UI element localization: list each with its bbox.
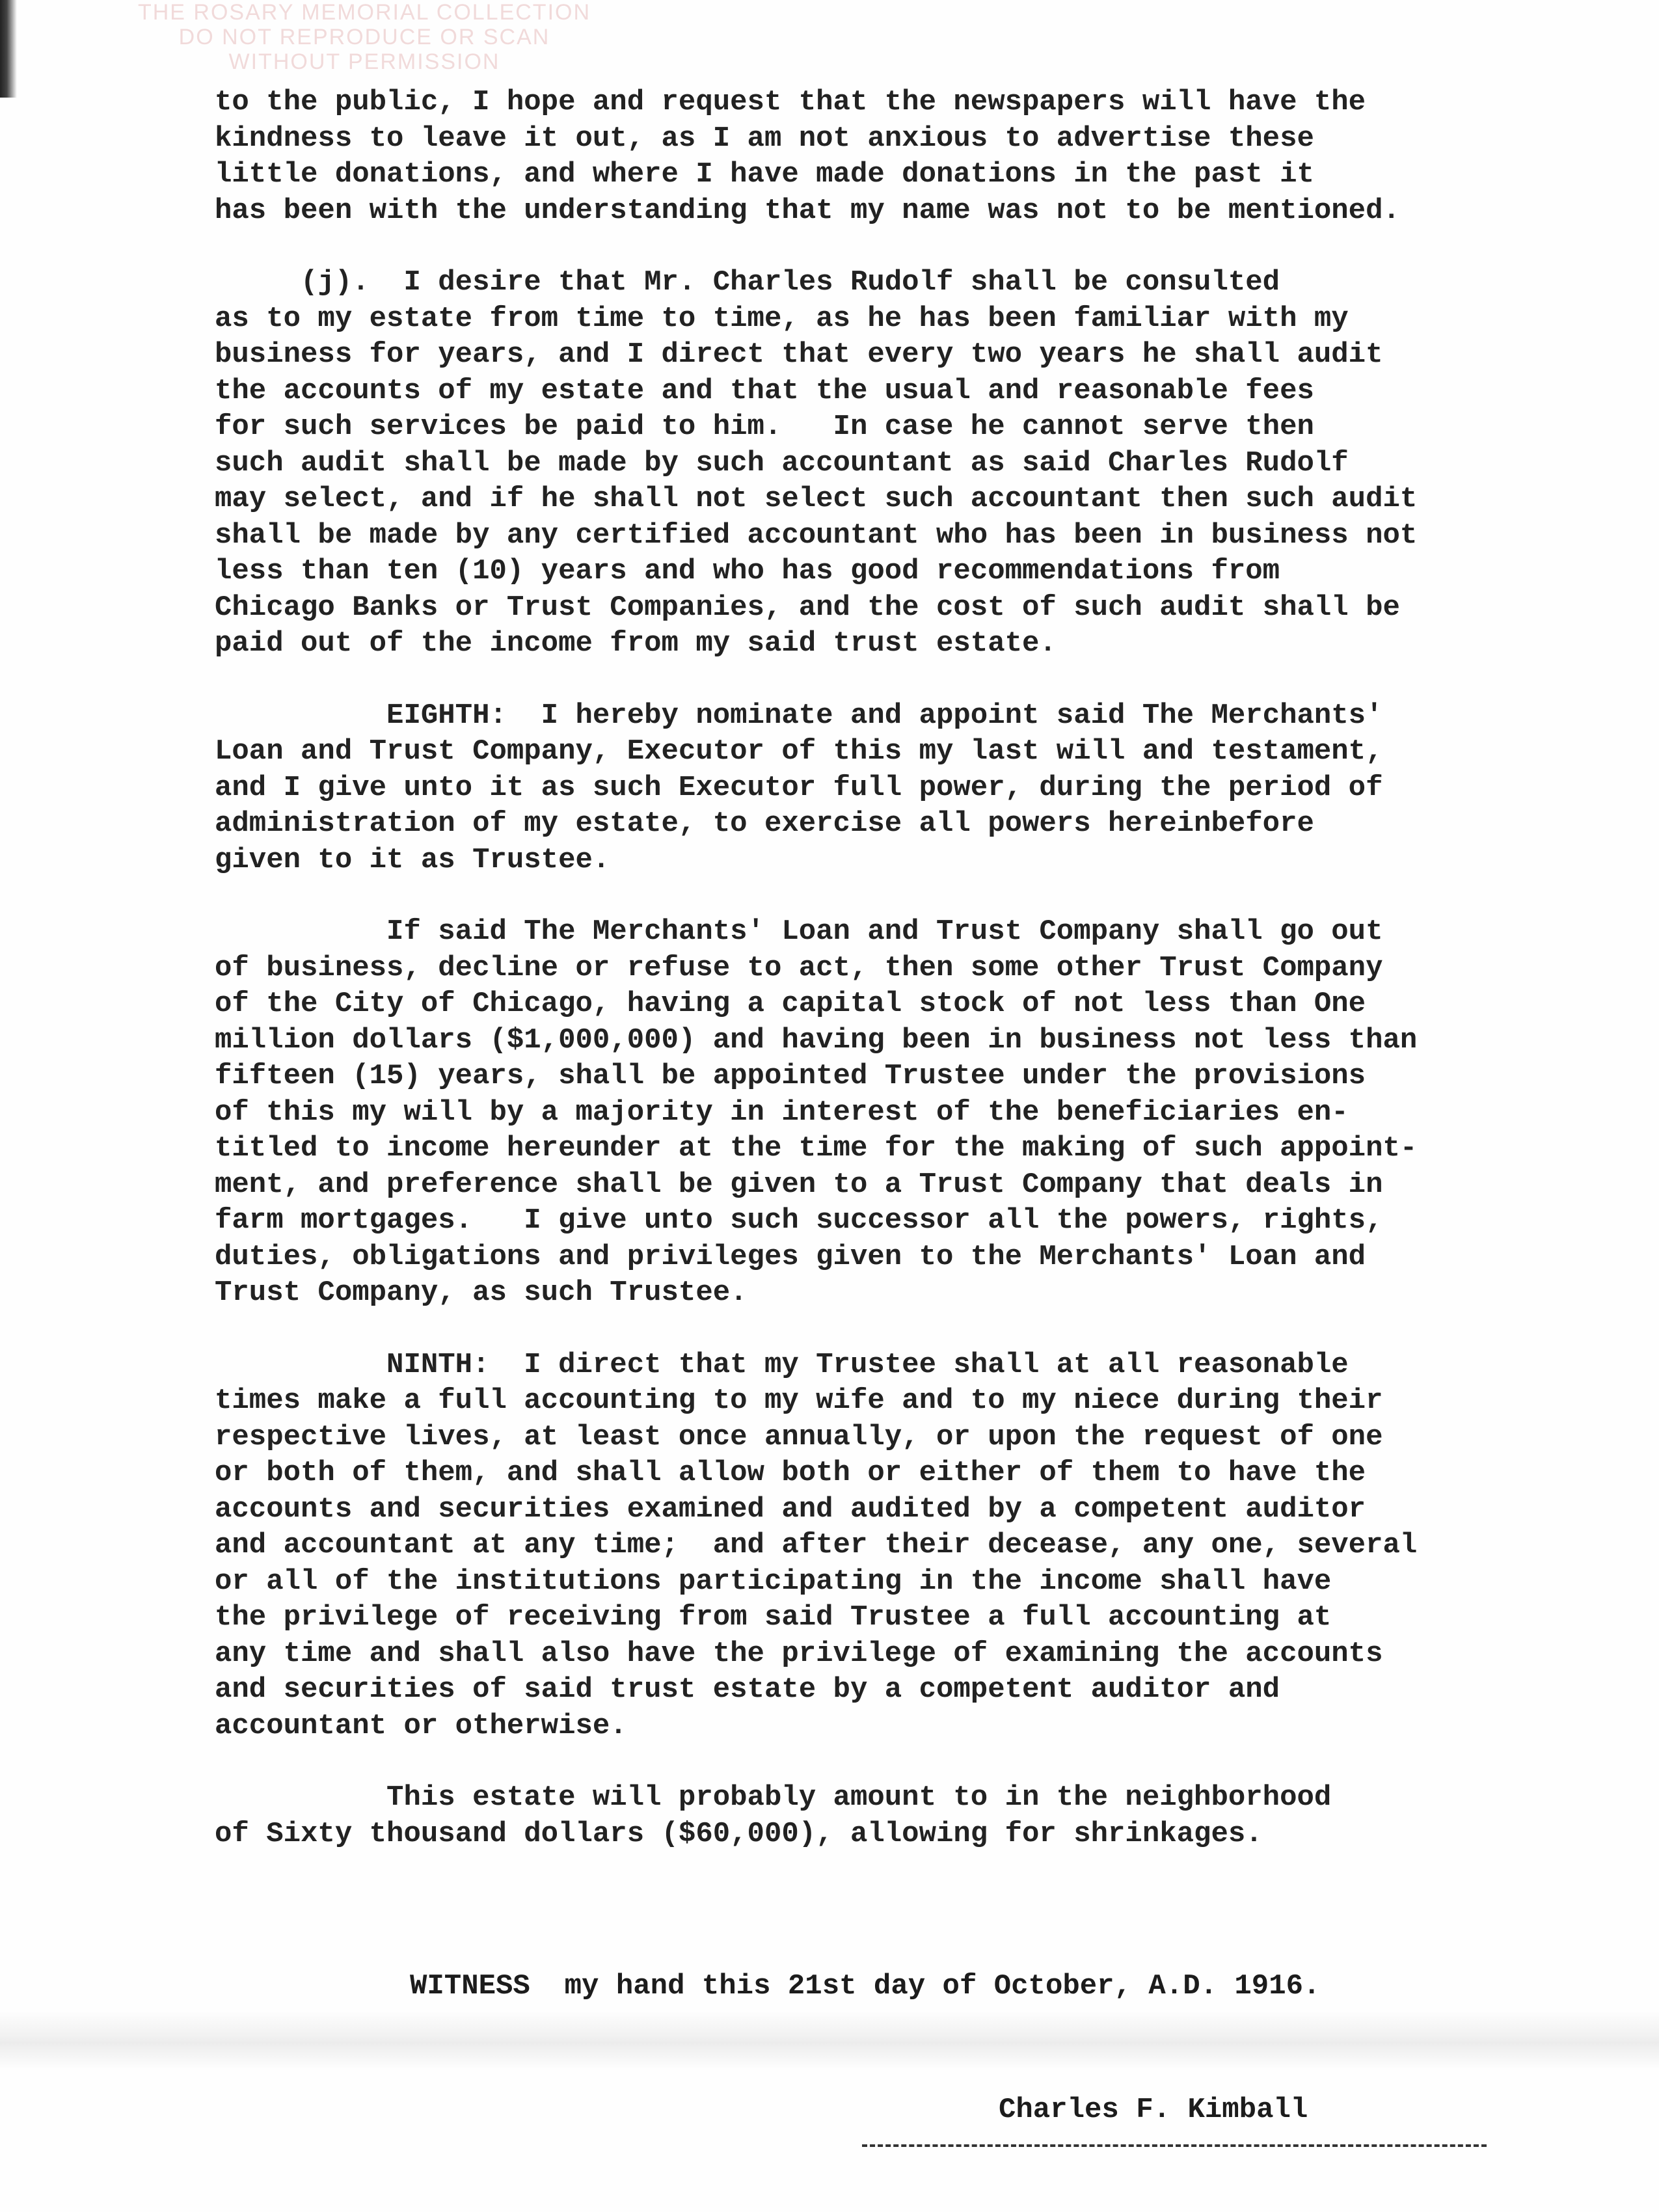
stamp-line: THE ROSARY MEMORIAL COLLECTION [137,0,591,25]
text-line: such audit shall be made by such accountant as said Charles Rudolf [215,446,1349,479]
text-line: has been with the understanding that my name was not to be mentioned. [215,194,1400,227]
text-line: Chicago Banks or Trust Companies, and the cost of such audit shall be [215,591,1400,624]
text-line: to the public, I hope and request that the newspapers will have the [215,86,1366,118]
signature-name: Charles F. Kimball [999,2094,1308,2126]
text-line: of the City of Chicago, having a capital stock of not less than One [215,988,1366,1020]
text-line: kindness to leave it out, as I am not anxious to advertise these [215,122,1314,155]
text-line: may select, and if he shall not select such accountant then such audit [215,483,1418,515]
text-line: of Sixty thousand dollars ($60,000), allowing for shrinkages. [215,1817,1263,1850]
text-line: business for years, and I direct that every two years he shall audit [215,338,1383,371]
witness-clause: WITNESS my hand this 21st day of October, A.D. 1916. [410,1970,1321,2003]
text-line: and I give unto it as such Executor full power, during the period of [215,771,1383,804]
text-line: accountant or otherwise. [215,1709,627,1742]
stamp-line: WITHOUT PERMISSION [228,49,500,74]
text-line: and securities of said trust estate by a competent auditor and [215,1673,1280,1706]
text-line: paid out of the income from my said trust estate. [215,627,1057,660]
text-line: little donations, and where I have made donations in the past it [215,158,1314,191]
text-line: NINTH: I direct that my Trustee shall at all reasonable [215,1348,1349,1381]
paragraph-continuation [215,85,1581,229]
text-line: less than ten (10) years and who has good recommendations from [215,555,1280,587]
text-line: or all of the institutions participating in the income shall have [215,1565,1332,1598]
text-line: ment, and preference shall be given to a Trust Company that deals in [215,1168,1383,1201]
paragraph-ninth [215,1347,1581,1745]
paragraph-estate-amount [215,1780,1581,1852]
scan-edge-shadow [0,0,17,98]
paper-fold [0,2010,1659,2069]
text-line: respective lives, at least once annually, or upon the request of one [215,1420,1383,1453]
stamp-line: DO NOT REPRODUCE OR SCAN [178,25,550,49]
text-line: any time and shall also have the privilege of examining the accounts [215,1637,1383,1670]
text-line: accounts and securities examined and audited by a competent auditor [215,1492,1366,1526]
text-line: of this my will by a majority in interest of the beneficiaries en- [215,1096,1349,1129]
text-line: of business, decline or refuse to act, then some other Trust Company [215,951,1383,984]
text-line: shall be made by any certified accountant who has been in business not [215,519,1418,552]
text-line: This estate will probably amount to in the neighborhood [215,1781,1332,1814]
text-line: times make a full accounting to my wife and to my niece during their [215,1384,1383,1417]
document-body [215,85,1581,1852]
text-line: fifteen (15) years, shall be appointed Trustee under the provisions [215,1060,1366,1092]
text-line: titled to income hereunder at the time for the making of such appoint- [215,1132,1418,1165]
text-line: (j). I desire that Mr. Charles Rudolf shall be consulted [215,266,1280,299]
text-line: the privilege of receiving from said Trustee a full accounting at [215,1601,1332,1634]
text-line: If said The Merchants' Loan and Trust Company shall go out [215,915,1383,948]
text-line: farm mortgages. I give unto such successor all the powers, rights, [215,1204,1383,1237]
paragraph-eighth [215,698,1581,879]
paragraph-section-j [215,265,1581,662]
text-line: the accounts of my estate and that the usual and reasonable fees [215,374,1314,407]
text-line: duties, obligations and privileges given to the Merchants' Loan and [215,1240,1366,1273]
paragraph-successor-trustee [215,914,1581,1312]
text-line: given to it as Trustee. [215,843,610,876]
text-line: Trust Company, as such Trustee. [215,1276,748,1309]
text-line: administration of my estate, to exercise all powers hereinbefore [215,807,1314,840]
text-line: and accountant at any time; and after their decease, any one, several [215,1529,1418,1561]
archive-stamp [98,0,631,91]
text-line: EIGHTH: I hereby nominate and appoint said The Merchants' [215,699,1383,732]
text-line: million dollars ($1,000,000) and having been in business not less than [215,1023,1418,1057]
text-line: as to my estate from time to time, as he has been familiar with my [215,302,1349,335]
text-line: for such services be paid to him. In case he cannot serve then [215,411,1314,443]
signature-line [862,2144,1487,2150]
text-line: or both of them, and shall allow both or either of them to have the [215,1457,1366,1489]
text-line: Loan and Trust Company, Executor of this my last will and testament, [215,735,1383,768]
